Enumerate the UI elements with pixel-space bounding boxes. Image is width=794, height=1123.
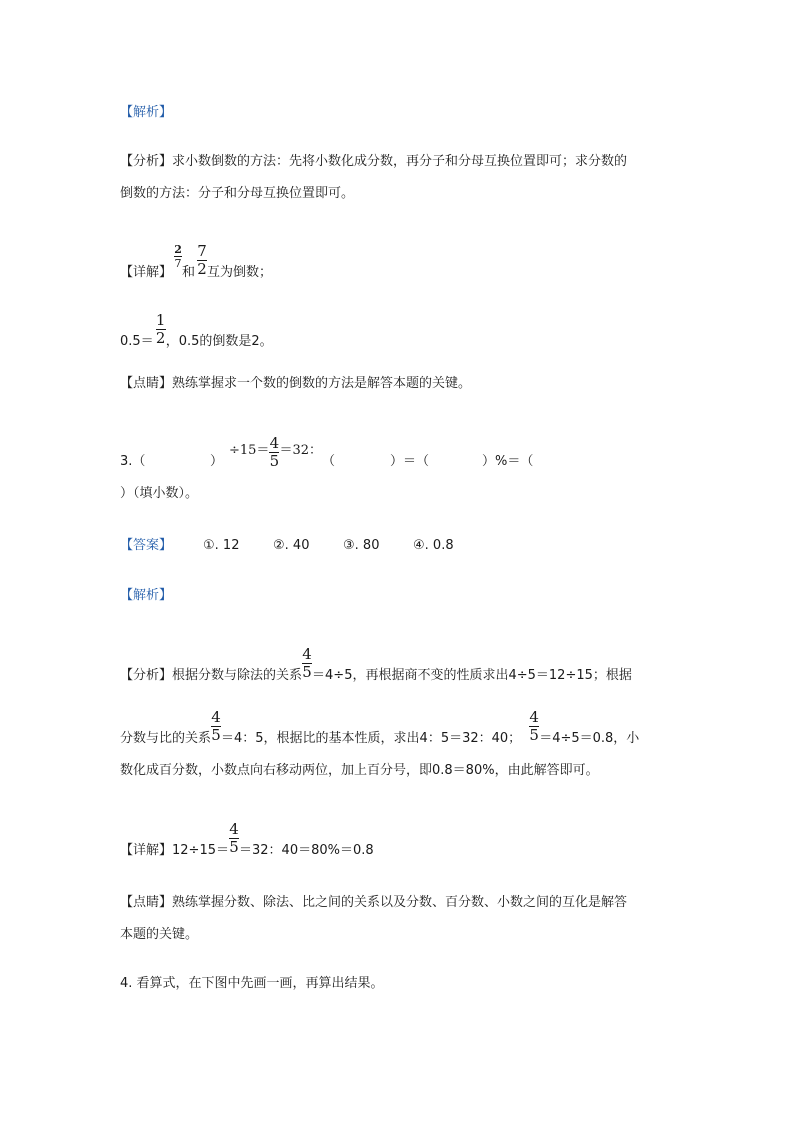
question-3-line2: ）（填小数）。 [120, 486, 199, 501]
blank-3-open: ）＝（ [390, 454, 430, 469]
review-paragraph-2-cont: 本题的关键。 [120, 927, 199, 942]
fraction-4-5-a: $\frac{4}{5}$ [302, 645, 312, 681]
analysis-tag: 【分析】 [120, 154, 173, 169]
question-4: 4. 看算式，在下图中先画一画，再算出结果。 [120, 976, 384, 991]
fraction-1-2: $\frac{1}{2}$ [155, 311, 166, 347]
analysis-heading-2: 【解析】 [120, 588, 173, 603]
fraction-4-5-d: $\frac{4}{5}$ [229, 820, 239, 856]
analysis-paragraph-1-cont: 倒数的方法：分子和分母互换位置即可。 [120, 186, 355, 201]
question-number: 3.（ [120, 454, 146, 469]
analysis-paragraph-2-line2: 分数与比的关系 $\frac{4}{5}$ ＝4：5，根据比的基本性质，求出4：5＝32：40； $\frac{4}{5}$ ＝4÷5＝0.8，小 [120, 708, 640, 746]
analysis-heading-1: 【解析】 [120, 105, 173, 120]
answer-tag: 【答案】 [120, 538, 173, 553]
analysis-paragraph-2-line1: 【分析】根据分数与除法的关系 $\frac{4}{5}$ ＝4÷5，再根据商不变的性质求出4÷5＝12÷15；根据 [120, 645, 632, 683]
review-paragraph-2: 【点睛】熟练掌握分数、除法、比之间的关系以及分数、百分数、小数之间的互化是解答 [120, 895, 628, 910]
detail-paragraph-1: 【详解】 $\frac{2}{7}$ 和 $\frac{7}{2}$ 互为倒数； [120, 242, 273, 280]
answer-4: ④. 0.8 [413, 538, 454, 553]
review-paragraph-1: 【点睛】熟练掌握求一个数的倒数的方法是解答本题的关键。 [120, 376, 472, 391]
detail-paragraph-2: 【详解】12÷15＝ $\frac{4}{5}$ ＝32：40＝80%＝0.8 [120, 820, 374, 858]
detail-tag: 【详解】 [120, 265, 173, 280]
answer-row [120, 536, 172, 556]
review-tag: 【点睛】 [120, 376, 173, 391]
blank-2-open: （ [322, 454, 336, 469]
question-3-equation: ÷15＝ $\frac{4}{5}$ ＝32： [229, 434, 322, 470]
fraction-2-7: $\frac{2}{7}$ [174, 243, 182, 270]
fraction-4-5: $\frac{4}{5}$ [269, 434, 280, 470]
answer-1: ①. 12 [203, 538, 240, 553]
answer-3: ③. 80 [343, 538, 380, 553]
analysis-text: 求小数倒数的方法：先将小数化成分数，再分子和分母互换位置即可；求分数的 [172, 154, 628, 169]
blank-1-close: ） [210, 454, 224, 469]
answer-2: ②. 40 [273, 538, 310, 553]
fraction-4-5-c: $\frac{4}{5}$ [529, 708, 539, 744]
question-3-line1 [120, 452, 145, 472]
analysis-paragraph-1 [120, 152, 627, 172]
detail-half-line: 0.5＝ $\frac{1}{2}$ ，0.5的倒数是2。 [120, 311, 273, 349]
fraction-4-5-b: $\frac{4}{5}$ [211, 708, 221, 744]
blank-4-open: ）%＝（ [482, 454, 534, 469]
analysis-paragraph-2-line3: 数化成百分数，小数点向右移动两位，加上百分号，即0.8＝80%，由此解答即可。 [120, 763, 599, 778]
fraction-7-2: $\frac{7}{2}$ [197, 242, 207, 278]
